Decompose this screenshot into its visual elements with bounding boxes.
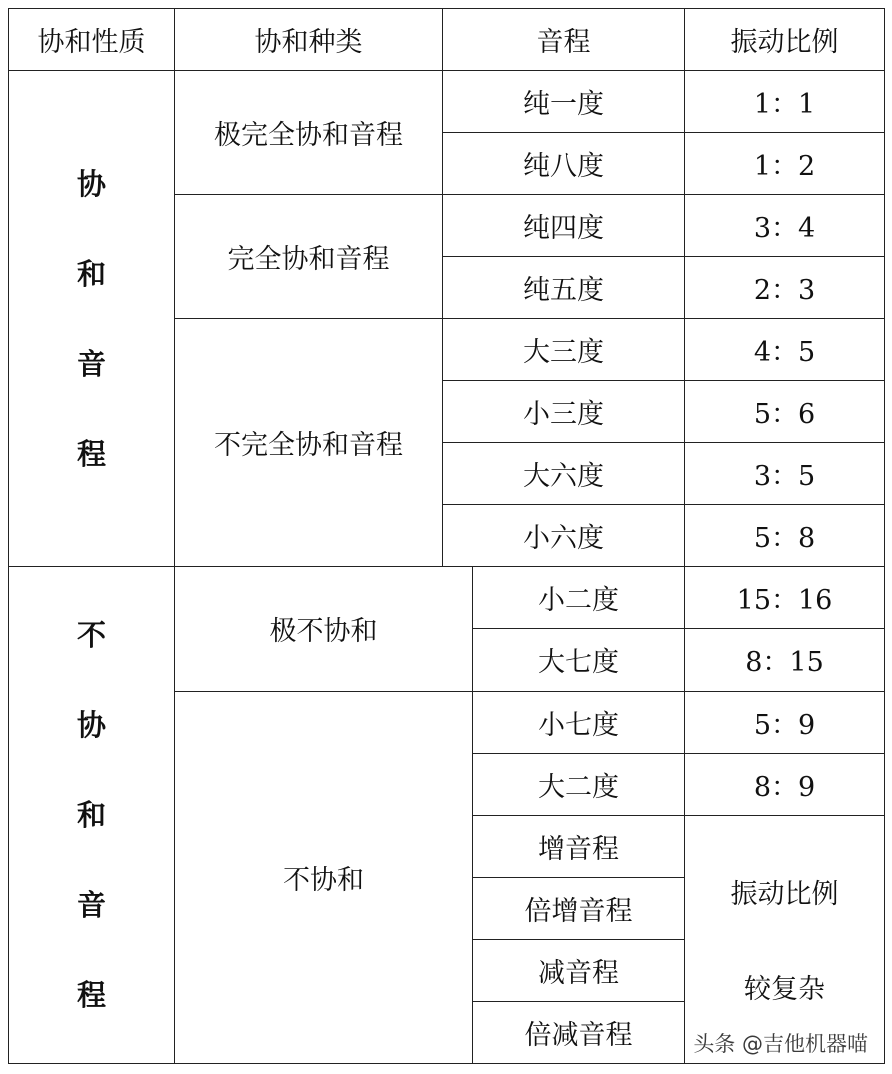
interval-cell: 小六度 bbox=[443, 505, 685, 567]
kind-perfect-plus: 极完全协和音程 bbox=[175, 71, 443, 195]
table-row bbox=[9, 71, 885, 133]
kind-dissonant: 不协和 bbox=[175, 691, 473, 1063]
kind-extreme-dissonant: 极不协和 bbox=[175, 567, 473, 691]
ratio-cell: 8：15 bbox=[685, 629, 885, 691]
nature-dissonant bbox=[9, 567, 175, 1064]
ratio-cell: 3：5 bbox=[685, 443, 885, 505]
interval-cell: 大七度 bbox=[473, 629, 685, 691]
interval-cell: 大三度 bbox=[443, 319, 685, 381]
ratio-cell: 1：2 bbox=[685, 133, 885, 195]
ratio-cell: 5：8 bbox=[685, 505, 885, 567]
interval-cell: 倍减音程 bbox=[473, 1001, 685, 1063]
nature-consonant bbox=[9, 71, 175, 567]
interval-cell: 倍增音程 bbox=[473, 877, 685, 939]
complex-note-line-2: 较复杂 bbox=[744, 974, 825, 1006]
interval-cell: 大六度 bbox=[443, 443, 685, 505]
nature-consonant-label: 协和音程 bbox=[76, 166, 106, 471]
interval-cell: 减音程 bbox=[473, 939, 685, 1001]
header-ratio: 振动比例 bbox=[685, 9, 885, 71]
ratio-cell: 4：5 bbox=[685, 319, 885, 381]
interval-cell: 纯一度 bbox=[443, 71, 685, 133]
ratio-cell: 15：16 bbox=[685, 567, 885, 629]
ratio-cell: 3：4 bbox=[685, 195, 885, 257]
ratio-cell: 2：3 bbox=[685, 257, 885, 319]
interval-cell: 大二度 bbox=[473, 753, 685, 815]
header-interval: 音程 bbox=[443, 9, 685, 71]
header-kind: 协和种类 bbox=[175, 9, 443, 71]
table-row bbox=[9, 567, 885, 629]
header-nature: 协和性质 bbox=[9, 9, 175, 71]
ratio-cell: 1：1 bbox=[685, 71, 885, 133]
ratio-cell: 8：9 bbox=[685, 753, 885, 815]
nature-dissonant-label: 不协和音程 bbox=[76, 618, 106, 1013]
interval-cell: 小三度 bbox=[443, 381, 685, 443]
kind-imperfect: 不完全协和音程 bbox=[175, 319, 443, 567]
interval-cell: 纯五度 bbox=[443, 257, 685, 319]
kind-perfect: 完全协和音程 bbox=[175, 195, 443, 319]
interval-cell: 增音程 bbox=[473, 815, 685, 877]
ratio-cell: 5：6 bbox=[685, 381, 885, 443]
consonance-table bbox=[8, 8, 885, 1064]
complex-ratio-note bbox=[685, 815, 885, 1063]
watermark: 头条 @吉他机器喵 bbox=[691, 1028, 870, 1058]
interval-cell: 纯八度 bbox=[443, 133, 685, 195]
interval-cell: 小二度 bbox=[473, 567, 685, 629]
complex-note-line-1: 振动比例 bbox=[730, 879, 839, 911]
interval-cell: 纯四度 bbox=[443, 195, 685, 257]
ratio-cell: 5：9 bbox=[685, 691, 885, 753]
header-row bbox=[9, 9, 885, 71]
interval-cell: 小七度 bbox=[473, 691, 685, 753]
